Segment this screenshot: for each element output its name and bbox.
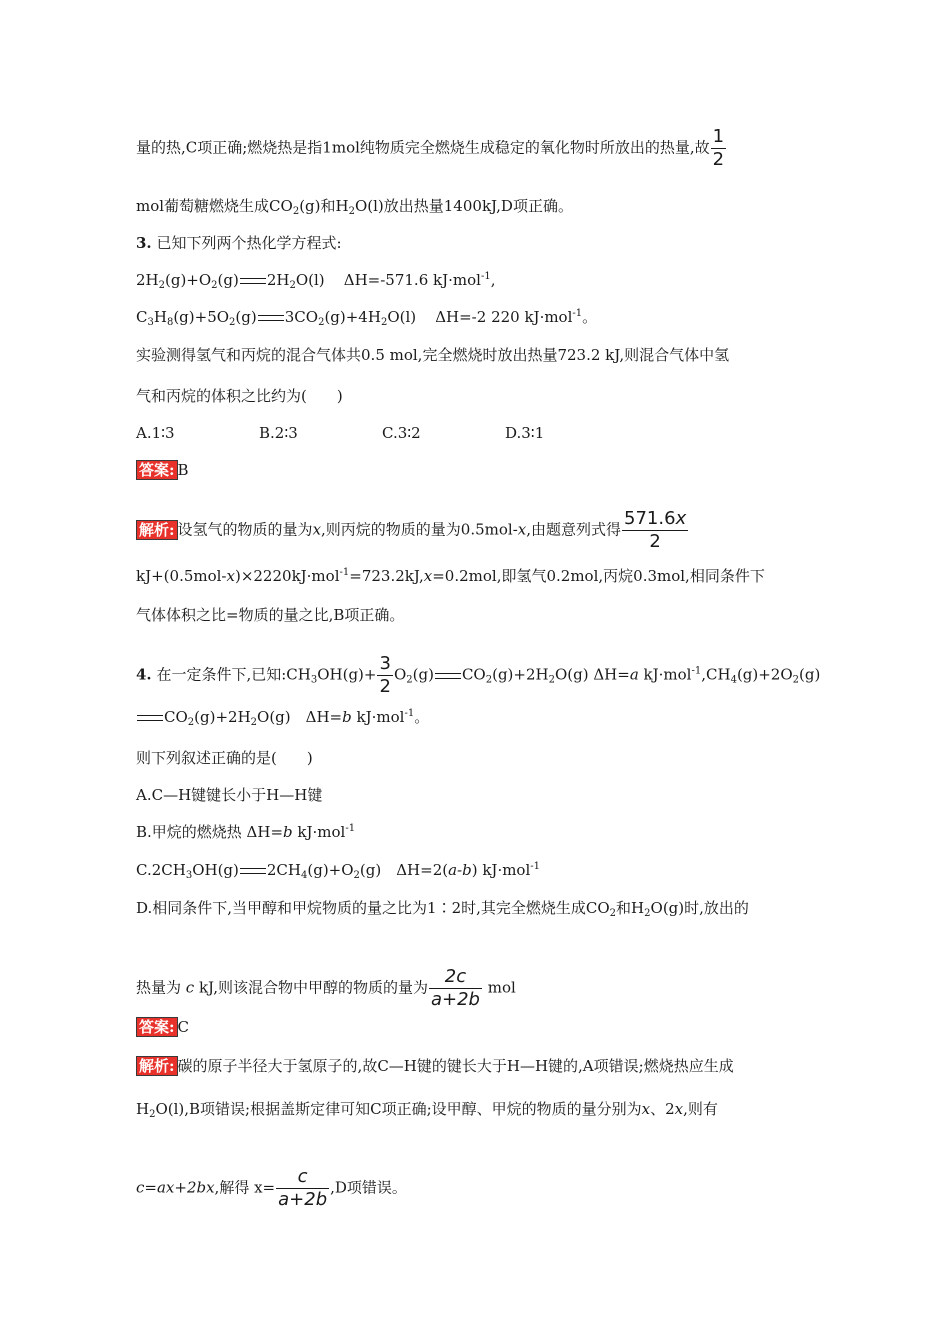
analysis-tag: 解析: — [136, 1056, 178, 1076]
fraction-denominator: 2 — [649, 531, 661, 552]
eq-text: 3CO — [284, 308, 319, 326]
option-text: 热量为 — [136, 978, 182, 997]
fraction — [377, 653, 392, 698]
subscript: 2 — [609, 908, 617, 919]
analysis-text: ,解得 x= — [214, 1178, 276, 1197]
subscript: 3 — [310, 674, 318, 686]
subscript: 2 — [348, 206, 355, 217]
analysis-text: =0.2mol,即氢气0.2mol,丙烷0.3mol,相同条件下 — [432, 567, 765, 585]
option-text: mol — [482, 978, 516, 997]
question-text: 气和丙烷的体积之比约为( ) — [136, 387, 343, 405]
fraction — [276, 1166, 329, 1211]
equation-text: c=ax+2bx — [136, 1178, 215, 1197]
equals-arrow — [258, 315, 284, 321]
subscript: 4 — [300, 870, 308, 881]
text-line — [136, 196, 573, 216]
option-text: D.相同条件下,当甲醇和甲烷物质的量之比为1∶2时,其完全燃烧生成CO — [136, 899, 610, 917]
analysis-text: O(l),B项错误;根据盖斯定律可知C项正确;设甲醇、甲烷的物质的量分别为 — [155, 1100, 642, 1118]
question-text: CO — [461, 665, 486, 684]
analysis-text: kJ+(0.5mol- — [136, 567, 227, 585]
analysis-line — [136, 508, 689, 553]
options-row — [136, 423, 628, 443]
eq-text: O(l) — [295, 271, 325, 289]
fraction-denominator: a+2b — [430, 989, 480, 1010]
equation-2 — [136, 307, 597, 327]
answer-value: B — [177, 461, 189, 479]
question-text: (g)+2H — [194, 708, 251, 726]
variable: a-b — [448, 861, 472, 879]
paragraph-text: (g)和H — [299, 197, 349, 215]
subscript: 2 — [353, 870, 360, 881]
option-c: C.3∶2 — [382, 424, 421, 442]
fraction — [711, 126, 726, 171]
question-text: 已知下列两个热化学方程式: — [156, 234, 342, 252]
question-text: O(g) ΔH= — [257, 708, 343, 726]
eq-text: (g) — [217, 271, 239, 289]
question-text-line — [136, 707, 429, 727]
eq-text: O(l) — [387, 308, 417, 326]
eq-text: 。 — [582, 308, 598, 326]
fraction — [429, 966, 482, 1011]
option-text: OH(g) — [192, 861, 239, 879]
variable: x — [675, 508, 687, 529]
option-text: C.2CH — [136, 861, 186, 879]
fraction-numerator: c — [276, 1166, 329, 1189]
option-b — [136, 822, 355, 842]
question-number: 3. — [136, 234, 152, 252]
superscript: -1 — [345, 823, 356, 834]
superscript: -1 — [404, 708, 415, 719]
analysis-text: ,则有 — [683, 1100, 718, 1118]
variable: c — [185, 978, 195, 997]
question-text: kJ·mol — [638, 665, 692, 684]
option-text: (g) ΔH=2( — [359, 861, 449, 879]
variable: x — [423, 567, 433, 585]
question-text: (g) — [412, 665, 434, 684]
analysis-line — [136, 1099, 718, 1119]
answer-line — [136, 1017, 189, 1037]
question-text: 。 — [414, 708, 430, 726]
superscript: -1 — [691, 665, 702, 677]
subscript: 2 — [485, 674, 493, 686]
fraction-numerator: 2c — [429, 966, 482, 989]
option-text: 和H — [616, 899, 645, 917]
equals-arrow — [435, 673, 461, 679]
option-text: kJ·mol — [292, 823, 346, 841]
analysis-tag: 解析: — [136, 520, 178, 540]
analysis-line — [136, 1166, 407, 1211]
option-a: A.C—H键键长小于H—H键 — [136, 786, 323, 804]
question-3-stem — [136, 233, 342, 253]
question-text: 在一定条件下,已知:CH — [156, 665, 311, 684]
option-c — [136, 860, 540, 880]
fraction-numerator — [622, 508, 688, 531]
option-d-continued — [136, 966, 516, 1011]
question-text: O(g) ΔH= — [554, 665, 630, 684]
analysis-line — [136, 1056, 734, 1076]
question-text: kJ·mol — [351, 708, 405, 726]
question-text: (g) — [799, 665, 821, 684]
subscript: 2 — [318, 317, 325, 328]
paragraph-text: O(l)放出热量1400kJ,D项正确。 — [354, 197, 573, 215]
option-b: B.2∶3 — [259, 424, 298, 442]
analysis-text: =723.2kJ, — [349, 567, 424, 585]
enthalpy-text: ΔH=-2 220 kJ·mol — [435, 308, 573, 326]
subscript: 2 — [187, 717, 195, 728]
paragraph-text: 量的热,C项正确;燃烧热是指1mol纯物质完全燃烧生成稳定的氧化物时所放出的热量,故 — [136, 138, 710, 157]
question-4-stem — [136, 653, 820, 698]
variable: x — [226, 567, 235, 585]
analysis-text: )×2220kJ·mol — [234, 567, 340, 585]
question-text: ,CH — [701, 665, 731, 684]
analysis-line — [136, 566, 765, 586]
fraction-numerator: 1 — [712, 126, 725, 147]
variable: x — [517, 520, 527, 539]
question-text: 则下列叙述正确的是( ) — [136, 749, 313, 767]
question-text: (g)+2H — [492, 665, 549, 684]
analysis-text: ,由题意列式得 — [526, 520, 622, 539]
variable: b — [342, 708, 352, 726]
analysis-text: 碳的原子半径大于氢原子的,故C—H键的键长大于H—H键的,A项错误;燃烧热应生成 — [177, 1057, 734, 1075]
variable: x — [641, 1100, 651, 1118]
question-text: O — [393, 665, 407, 684]
subscript: 2 — [644, 908, 651, 919]
equals-arrow — [137, 715, 163, 721]
option-text: ) kJ·mol — [471, 861, 531, 879]
subscript: 3 — [147, 317, 154, 328]
subscript: 2 — [380, 317, 388, 328]
subscript: 2 — [211, 280, 218, 291]
analysis-text: 、2 — [650, 1100, 675, 1118]
subscript: 2 — [406, 674, 413, 686]
variable: a — [629, 665, 639, 684]
analysis-text: H — [136, 1100, 150, 1118]
option-text: O(g)时,放出的 — [650, 899, 749, 917]
eq-text: (g)+5O — [173, 308, 230, 326]
equals-arrow — [240, 868, 266, 874]
option-text: 2CH — [266, 861, 301, 879]
eq-text: 2H — [266, 271, 290, 289]
superscript: -1 — [530, 861, 541, 872]
option-d — [136, 898, 749, 918]
fraction-denominator: 2 — [379, 676, 391, 697]
eq-text: , — [490, 271, 496, 289]
analysis-text: 设氢气的物质的量为 — [177, 520, 313, 539]
question-number: 4. — [136, 665, 152, 684]
variable: x — [674, 1100, 684, 1118]
option-text: B.甲烷的燃烧热 ΔH= — [136, 823, 284, 841]
subscript: 3 — [185, 870, 193, 881]
question-text: (g)+2O — [736, 665, 793, 684]
fraction-denominator: 2 — [712, 149, 725, 170]
eq-text: H — [153, 308, 167, 326]
eq-text: (g) — [235, 308, 257, 326]
variable: x — [312, 520, 322, 539]
variable: b — [283, 823, 293, 841]
subscript: 2 — [548, 674, 555, 686]
text-line — [136, 126, 727, 171]
subscript: 2 — [229, 317, 236, 328]
subscript: 2 — [289, 280, 296, 291]
eq-text: (g)+4H — [324, 308, 381, 326]
answer-line — [136, 460, 189, 480]
option-text: (g)+O — [307, 861, 354, 879]
fraction — [622, 508, 688, 553]
option-a: A.1∶3 — [136, 424, 175, 442]
paragraph-text: mol葡萄糖燃烧生成CO — [136, 197, 293, 215]
equals-arrow — [240, 278, 266, 284]
equation-1 — [136, 270, 495, 290]
analysis-text: ,则丙烷的物质的量为0.5mol- — [321, 520, 518, 539]
eq-text: 2H — [136, 271, 159, 289]
answer-value: C — [177, 1018, 190, 1036]
question-text: CO — [164, 708, 188, 726]
fraction-denominator: a+2b — [278, 1189, 328, 1210]
subscript: 2 — [292, 206, 300, 217]
subscript: 4 — [730, 674, 737, 686]
subscript: 8 — [166, 317, 174, 328]
option-text: kJ,则该混合物中甲醇的物质的量为 — [194, 978, 428, 997]
eq-text: (g)+O — [165, 271, 212, 289]
subscript: 2 — [149, 1109, 156, 1120]
superscript: -1 — [339, 567, 350, 578]
analysis-text: ,D项错误。 — [330, 1178, 407, 1197]
fraction-num-text: 571.6 — [624, 508, 676, 529]
subscript: 2 — [792, 674, 800, 686]
question-text: 实验测得氢气和丙烷的混合气体共0.5 mol,完全燃烧时放出热量723.2 kJ,则混合气体中氢 — [136, 346, 730, 364]
enthalpy-text: ΔH=-571.6 kJ·mol — [343, 271, 481, 289]
analysis-line: 气体体积之比=物质的量之比,B项正确。 — [136, 606, 405, 624]
question-text: OH(g)+ — [317, 665, 377, 684]
superscript: -1 — [572, 308, 583, 319]
answer-tag: 答案: — [136, 1017, 178, 1037]
option-d: D.3∶1 — [505, 424, 545, 442]
fraction-numerator: 3 — [379, 653, 391, 674]
answer-tag: 答案: — [136, 460, 178, 480]
subscript: 2 — [158, 280, 165, 291]
superscript: -1 — [480, 271, 491, 282]
subscript: 2 — [250, 717, 258, 728]
eq-text: C — [136, 308, 148, 326]
